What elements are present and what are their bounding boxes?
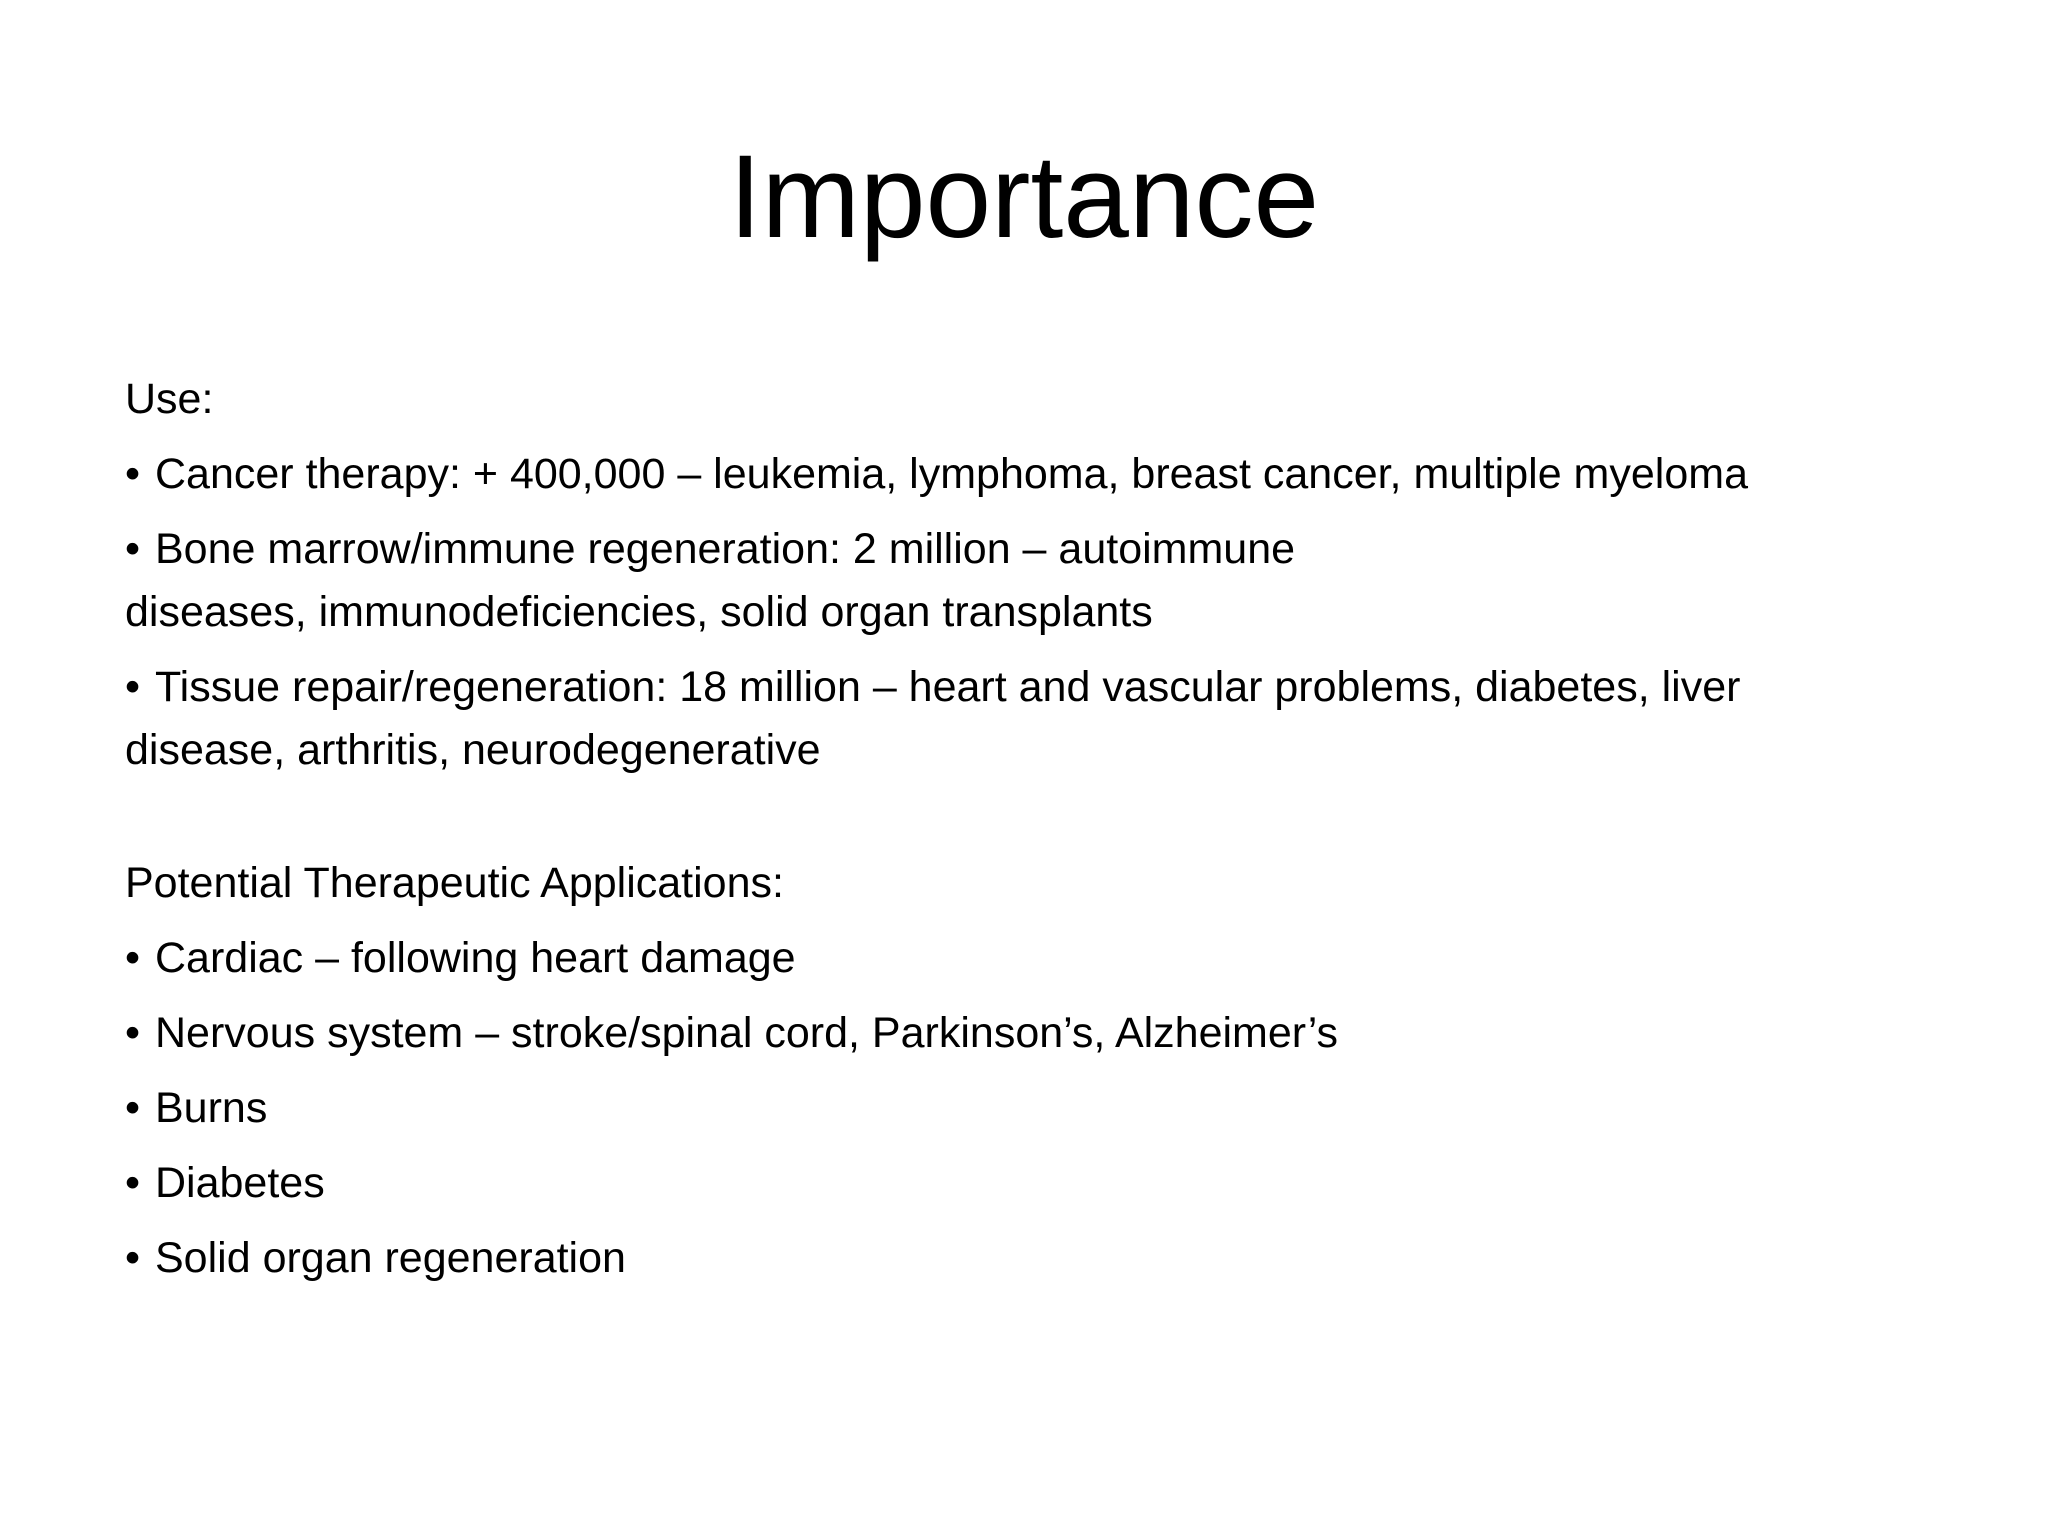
bullet-icon: • — [125, 1159, 141, 1207]
bullet-tissue-repair — [125, 656, 1945, 782]
applications-heading: Potential Therapeutic Applications: — [125, 859, 784, 907]
bullet-text: Tissue repair/regeneration: 18 million – heart and vascular problems, diabetes, liver — [155, 663, 1741, 711]
bullet-burns — [125, 1077, 1945, 1140]
bullet-text: Solid organ regeneration — [155, 1234, 626, 1282]
bullet-bone-marrow — [125, 518, 1945, 644]
bullet-text: Burns — [155, 1084, 268, 1132]
bullet-cancer-therapy — [125, 443, 1945, 506]
bullet-icon: • — [125, 1084, 141, 1132]
bullet-icon: • — [125, 450, 141, 498]
bullet-text: Nervous system – stroke/spinal cord, Parkinson’s, Alzheimer’s — [155, 1009, 1338, 1057]
bullet-text: Diabetes — [155, 1159, 325, 1207]
slide-title: Importance — [728, 131, 1320, 263]
bullet-icon: • — [125, 934, 141, 982]
bullet-icon: • — [125, 525, 141, 573]
bullet-nervous-system — [125, 1002, 1945, 1065]
bullet-icon: • — [125, 1009, 141, 1057]
bullet-text: Cardiac – following heart damage — [155, 934, 796, 982]
bullet-cardiac — [125, 927, 1945, 990]
bullet-icon: • — [125, 1234, 141, 1282]
bullet-icon: • — [125, 663, 141, 711]
bullet-text-continuation: diseases, immunodeficiencies, solid organ transplants — [125, 588, 1153, 636]
bullet-text-continuation: disease, arthritis, neurodegenerative — [125, 726, 821, 774]
use-heading: Use: — [125, 375, 214, 423]
bullet-text: Bone marrow/immune regeneration: 2 million – autoimmune — [155, 525, 1296, 573]
bullet-text: Cancer therapy: + 400,000 – leukemia, lymphoma, breast cancer, multiple myeloma — [155, 450, 1748, 498]
slide-body — [125, 368, 1945, 1302]
bullet-solid-organ — [125, 1227, 1945, 1290]
section-spacer — [125, 794, 1945, 852]
bullet-diabetes — [125, 1152, 1945, 1215]
